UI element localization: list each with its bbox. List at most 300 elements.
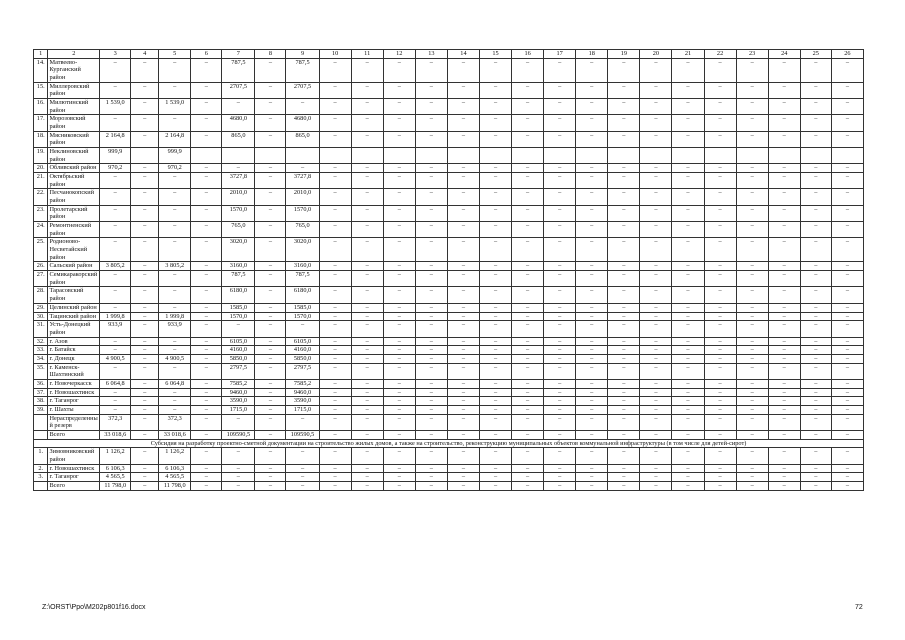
- value-cell: –: [672, 337, 704, 346]
- value-cell: –: [191, 321, 222, 337]
- value-cell: –: [255, 481, 286, 490]
- value-cell: –: [131, 131, 159, 147]
- column-number: 16: [512, 50, 544, 59]
- value-cell: [255, 148, 286, 164]
- value-cell: –: [447, 131, 479, 147]
- value-cell: –: [512, 99, 544, 115]
- value-cell: –: [672, 173, 704, 189]
- value-cell: –: [768, 354, 800, 363]
- value-cell: –: [800, 312, 831, 321]
- value-cell: –: [415, 173, 447, 189]
- value-cell: –: [704, 346, 736, 355]
- value-cell: –: [736, 173, 768, 189]
- value-cell: –: [736, 337, 768, 346]
- value-cell: –: [255, 414, 286, 430]
- value-cell: –: [544, 464, 576, 473]
- value-cell: –: [831, 222, 863, 238]
- value-cell: –: [768, 222, 800, 238]
- value-cell: –: [736, 222, 768, 238]
- value-cell: –: [576, 405, 608, 414]
- value-cell: –: [159, 346, 191, 355]
- value-cell: –: [383, 238, 415, 262]
- value-cell: –: [831, 303, 863, 312]
- value-cell: –: [191, 131, 222, 147]
- value-cell: –: [319, 337, 351, 346]
- value-cell: –: [447, 99, 479, 115]
- value-cell: –: [319, 363, 351, 379]
- value-cell: –: [319, 58, 351, 82]
- column-number: 9: [286, 50, 319, 59]
- value-cell: –: [447, 303, 479, 312]
- value-cell: –: [608, 82, 640, 98]
- value-cell: –: [704, 222, 736, 238]
- value-cell: –: [191, 303, 222, 312]
- value-cell: –: [383, 99, 415, 115]
- value-cell: –: [479, 346, 511, 355]
- row-number: 14.: [34, 58, 48, 82]
- value-cell: –: [319, 205, 351, 221]
- value-cell: –: [800, 473, 831, 482]
- value-cell: –: [544, 205, 576, 221]
- value-cell: –: [383, 346, 415, 355]
- value-cell: –: [768, 464, 800, 473]
- value-cell: –: [544, 131, 576, 147]
- value-cell: –: [447, 354, 479, 363]
- value-cell: [640, 148, 672, 164]
- value-cell: 6 064,8: [159, 379, 191, 388]
- value-cell: 3590,0: [286, 397, 319, 406]
- value-cell: –: [383, 448, 415, 464]
- value-cell: –: [222, 473, 255, 482]
- value-cell: –: [736, 58, 768, 82]
- value-cell: –: [512, 388, 544, 397]
- value-cell: 1715,0: [286, 405, 319, 414]
- value-cell: –: [255, 346, 286, 355]
- value-cell: –: [768, 164, 800, 173]
- value-cell: 6105,0: [286, 337, 319, 346]
- value-cell: –: [672, 189, 704, 205]
- value-cell: –: [131, 222, 159, 238]
- value-cell: –: [512, 346, 544, 355]
- value-cell: –: [768, 173, 800, 189]
- value-cell: –: [831, 262, 863, 271]
- value-cell: –: [831, 271, 863, 287]
- value-cell: –: [544, 473, 576, 482]
- value-cell: –: [383, 473, 415, 482]
- table-row: [34, 222, 864, 238]
- municipality-name: Усть-Донецкий район: [48, 321, 100, 337]
- value-cell: –: [512, 58, 544, 82]
- value-cell: –: [736, 405, 768, 414]
- value-cell: –: [191, 205, 222, 221]
- value-cell: –: [800, 448, 831, 464]
- value-cell: –: [640, 173, 672, 189]
- row-number: 2.: [34, 464, 48, 473]
- value-cell: –: [576, 337, 608, 346]
- value-cell: –: [736, 473, 768, 482]
- value-cell: –: [576, 115, 608, 131]
- table-row: [34, 473, 864, 482]
- value-cell: –: [415, 405, 447, 414]
- value-cell: –: [512, 238, 544, 262]
- value-cell: [222, 148, 255, 164]
- value-cell: –: [383, 271, 415, 287]
- value-cell: –: [800, 354, 831, 363]
- value-cell: –: [736, 99, 768, 115]
- value-cell: –: [319, 222, 351, 238]
- value-cell: –: [222, 414, 255, 430]
- value-cell: –: [319, 287, 351, 303]
- value-cell: –: [704, 430, 736, 439]
- value-cell: –: [479, 379, 511, 388]
- value-cell: –: [351, 271, 383, 287]
- value-cell: –: [479, 205, 511, 221]
- value-cell: –: [479, 363, 511, 379]
- municipality-name: Мясниковский район: [48, 131, 100, 147]
- municipality-name: Матвеево-Курганский район: [48, 58, 100, 82]
- value-cell: –: [640, 164, 672, 173]
- value-cell: –: [640, 397, 672, 406]
- value-cell: –: [544, 312, 576, 321]
- value-cell: –: [640, 271, 672, 287]
- value-cell: –: [255, 303, 286, 312]
- value-cell: 5850,0: [286, 354, 319, 363]
- value-cell: –: [415, 312, 447, 321]
- value-cell: –: [672, 388, 704, 397]
- row-number: 26.: [34, 262, 48, 271]
- value-cell: –: [131, 115, 159, 131]
- value-cell: –: [415, 448, 447, 464]
- value-cell: [704, 148, 736, 164]
- value-cell: –: [608, 430, 640, 439]
- municipality-name: Нераспределенный резерв: [48, 414, 100, 430]
- value-cell: 7585,2: [222, 379, 255, 388]
- value-cell: –: [544, 321, 576, 337]
- value-cell: –: [704, 58, 736, 82]
- value-cell: –: [351, 205, 383, 221]
- value-cell: –: [415, 321, 447, 337]
- municipality-name: Пролетарский район: [48, 205, 100, 221]
- value-cell: –: [383, 430, 415, 439]
- value-cell: –: [479, 262, 511, 271]
- value-cell: –: [576, 131, 608, 147]
- value-cell: 970,2: [159, 164, 191, 173]
- value-cell: –: [100, 271, 131, 287]
- value-cell: –: [351, 346, 383, 355]
- value-cell: –: [640, 448, 672, 464]
- value-cell: –: [640, 222, 672, 238]
- value-cell: 970,2: [100, 164, 131, 173]
- value-cell: –: [768, 346, 800, 355]
- value-cell: –: [100, 238, 131, 262]
- value-cell: [831, 148, 863, 164]
- value-cell: –: [415, 271, 447, 287]
- value-cell: –: [131, 205, 159, 221]
- value-cell: –: [576, 481, 608, 490]
- municipality-name: Морозовский район: [48, 115, 100, 131]
- value-cell: –: [415, 164, 447, 173]
- value-cell: –: [191, 262, 222, 271]
- value-cell: –: [672, 448, 704, 464]
- value-cell: –: [255, 222, 286, 238]
- value-cell: –: [512, 271, 544, 287]
- value-cell: –: [704, 312, 736, 321]
- value-cell: –: [319, 173, 351, 189]
- value-cell: –: [672, 58, 704, 82]
- value-cell: [768, 148, 800, 164]
- value-cell: –: [736, 205, 768, 221]
- table-row: [34, 312, 864, 321]
- value-cell: –: [800, 481, 831, 490]
- column-number-row: [34, 50, 864, 59]
- column-number: 6: [191, 50, 222, 59]
- value-cell: –: [191, 173, 222, 189]
- value-cell: –: [640, 99, 672, 115]
- value-cell: –: [831, 337, 863, 346]
- value-cell: –: [415, 346, 447, 355]
- table-row: [34, 189, 864, 205]
- value-cell: –: [672, 115, 704, 131]
- value-cell: –: [286, 414, 319, 430]
- value-cell: –: [544, 164, 576, 173]
- value-cell: –: [319, 448, 351, 464]
- value-cell: –: [608, 131, 640, 147]
- value-cell: –: [319, 430, 351, 439]
- table-row: [34, 115, 864, 131]
- value-cell: –: [159, 287, 191, 303]
- value-cell: 765,0: [286, 222, 319, 238]
- value-cell: –: [351, 287, 383, 303]
- value-cell: –: [704, 397, 736, 406]
- value-cell: –: [800, 262, 831, 271]
- value-cell: –: [800, 397, 831, 406]
- value-cell: –: [576, 363, 608, 379]
- column-number: 20: [640, 50, 672, 59]
- value-cell: –: [544, 58, 576, 82]
- value-cell: –: [351, 115, 383, 131]
- value-cell: –: [131, 363, 159, 379]
- column-number: 10: [319, 50, 351, 59]
- value-cell: –: [704, 238, 736, 262]
- value-cell: –: [191, 481, 222, 490]
- value-cell: –: [544, 414, 576, 430]
- value-cell: [191, 148, 222, 164]
- value-cell: –: [479, 354, 511, 363]
- value-cell: –: [576, 287, 608, 303]
- value-cell: –: [351, 354, 383, 363]
- municipality-name: г. Каменск-Шахтинский: [48, 363, 100, 379]
- value-cell: 6 064,8: [100, 379, 131, 388]
- row-number: 3.: [34, 473, 48, 482]
- value-cell: –: [415, 379, 447, 388]
- value-cell: –: [640, 388, 672, 397]
- value-cell: –: [736, 414, 768, 430]
- value-cell: –: [544, 448, 576, 464]
- column-number: 22: [704, 50, 736, 59]
- value-cell: –: [704, 205, 736, 221]
- value-cell: –: [479, 464, 511, 473]
- row-number: 15.: [34, 82, 48, 98]
- value-cell: –: [447, 58, 479, 82]
- value-cell: –: [704, 99, 736, 115]
- value-cell: –: [447, 312, 479, 321]
- value-cell: –: [191, 414, 222, 430]
- value-cell: –: [736, 379, 768, 388]
- value-cell: –: [319, 271, 351, 287]
- value-cell: –: [800, 189, 831, 205]
- value-cell: –: [131, 312, 159, 321]
- value-cell: –: [351, 414, 383, 430]
- value-cell: –: [640, 262, 672, 271]
- value-cell: –: [131, 414, 159, 430]
- value-cell: –: [191, 430, 222, 439]
- value-cell: –: [831, 388, 863, 397]
- value-cell: 6180,0: [222, 287, 255, 303]
- value-cell: [319, 148, 351, 164]
- row-number: 22.: [34, 189, 48, 205]
- value-cell: –: [255, 205, 286, 221]
- value-cell: –: [351, 337, 383, 346]
- value-cell: –: [831, 115, 863, 131]
- value-cell: –: [800, 379, 831, 388]
- value-cell: –: [640, 238, 672, 262]
- value-cell: –: [447, 481, 479, 490]
- value-cell: –: [704, 448, 736, 464]
- value-cell: –: [383, 303, 415, 312]
- row-number: 25.: [34, 238, 48, 262]
- value-cell: –: [319, 405, 351, 414]
- value-cell: –: [447, 414, 479, 430]
- value-cell: –: [800, 337, 831, 346]
- value-cell: –: [512, 405, 544, 414]
- row-number: 19.: [34, 148, 48, 164]
- value-cell: –: [415, 473, 447, 482]
- value-cell: –: [736, 271, 768, 287]
- value-cell: –: [831, 173, 863, 189]
- value-cell: –: [608, 464, 640, 473]
- column-number: 1: [34, 50, 48, 59]
- value-cell: –: [768, 115, 800, 131]
- value-cell: –: [768, 473, 800, 482]
- value-cell: –: [768, 388, 800, 397]
- value-cell: –: [704, 262, 736, 271]
- value-cell: –: [544, 189, 576, 205]
- value-cell: 6180,0: [286, 287, 319, 303]
- value-cell: –: [191, 58, 222, 82]
- value-cell: –: [191, 189, 222, 205]
- value-cell: –: [479, 337, 511, 346]
- value-cell: [672, 148, 704, 164]
- value-cell: –: [704, 354, 736, 363]
- value-cell: –: [447, 379, 479, 388]
- value-cell: –: [447, 448, 479, 464]
- value-cell: –: [479, 99, 511, 115]
- value-cell: –: [447, 321, 479, 337]
- value-cell: –: [544, 222, 576, 238]
- value-cell: –: [191, 473, 222, 482]
- value-cell: –: [640, 354, 672, 363]
- value-cell: –: [704, 189, 736, 205]
- value-cell: 865,0: [286, 131, 319, 147]
- value-cell: –: [415, 397, 447, 406]
- value-cell: –: [800, 99, 831, 115]
- row-number: 27.: [34, 271, 48, 287]
- value-cell: –: [768, 58, 800, 82]
- value-cell: –: [512, 205, 544, 221]
- municipality-name: г. Таганрог: [48, 397, 100, 406]
- value-cell: –: [255, 363, 286, 379]
- value-cell: –: [351, 321, 383, 337]
- value-cell: –: [415, 388, 447, 397]
- value-cell: 3590,0: [222, 397, 255, 406]
- value-cell: 4 565,5: [159, 473, 191, 482]
- value-cell: –: [255, 405, 286, 414]
- value-cell: –: [768, 397, 800, 406]
- value-cell: –: [191, 82, 222, 98]
- value-cell: –: [608, 173, 640, 189]
- table-row: [34, 271, 864, 287]
- table-row: [34, 82, 864, 98]
- value-cell: –: [704, 115, 736, 131]
- value-cell: –: [255, 82, 286, 98]
- value-cell: –: [544, 287, 576, 303]
- value-cell: –: [479, 405, 511, 414]
- table-row: [34, 379, 864, 388]
- value-cell: –: [608, 346, 640, 355]
- value-cell: 1 999,8: [159, 312, 191, 321]
- value-cell: –: [512, 287, 544, 303]
- value-cell: –: [479, 388, 511, 397]
- value-cell: –: [351, 448, 383, 464]
- value-cell: –: [447, 337, 479, 346]
- municipality-name: Сальский район: [48, 262, 100, 271]
- value-cell: 1570,0: [286, 312, 319, 321]
- value-cell: 3020,0: [222, 238, 255, 262]
- value-cell: –: [383, 173, 415, 189]
- value-cell: –: [383, 58, 415, 82]
- value-cell: –: [415, 115, 447, 131]
- value-cell: –: [608, 262, 640, 271]
- value-cell: –: [608, 321, 640, 337]
- value-cell: –: [191, 99, 222, 115]
- row-number: 33.: [34, 346, 48, 355]
- value-cell: –: [736, 481, 768, 490]
- value-cell: –: [768, 312, 800, 321]
- value-cell: –: [383, 287, 415, 303]
- value-cell: –: [447, 189, 479, 205]
- value-cell: –: [383, 82, 415, 98]
- value-cell: –: [222, 448, 255, 464]
- value-cell: –: [131, 481, 159, 490]
- table-row: [34, 287, 864, 303]
- value-cell: –: [222, 481, 255, 490]
- value-cell: –: [831, 131, 863, 147]
- value-cell: –: [512, 448, 544, 464]
- value-cell: –: [383, 222, 415, 238]
- value-cell: –: [100, 363, 131, 379]
- value-cell: –: [831, 363, 863, 379]
- value-cell: –: [383, 397, 415, 406]
- value-cell: –: [640, 346, 672, 355]
- value-cell: –: [319, 164, 351, 173]
- value-cell: 11 798,0: [100, 481, 131, 490]
- column-number: 8: [255, 50, 286, 59]
- value-cell: –: [608, 388, 640, 397]
- value-cell: –: [768, 448, 800, 464]
- value-cell: –: [415, 58, 447, 82]
- value-cell: –: [800, 173, 831, 189]
- value-cell: –: [608, 205, 640, 221]
